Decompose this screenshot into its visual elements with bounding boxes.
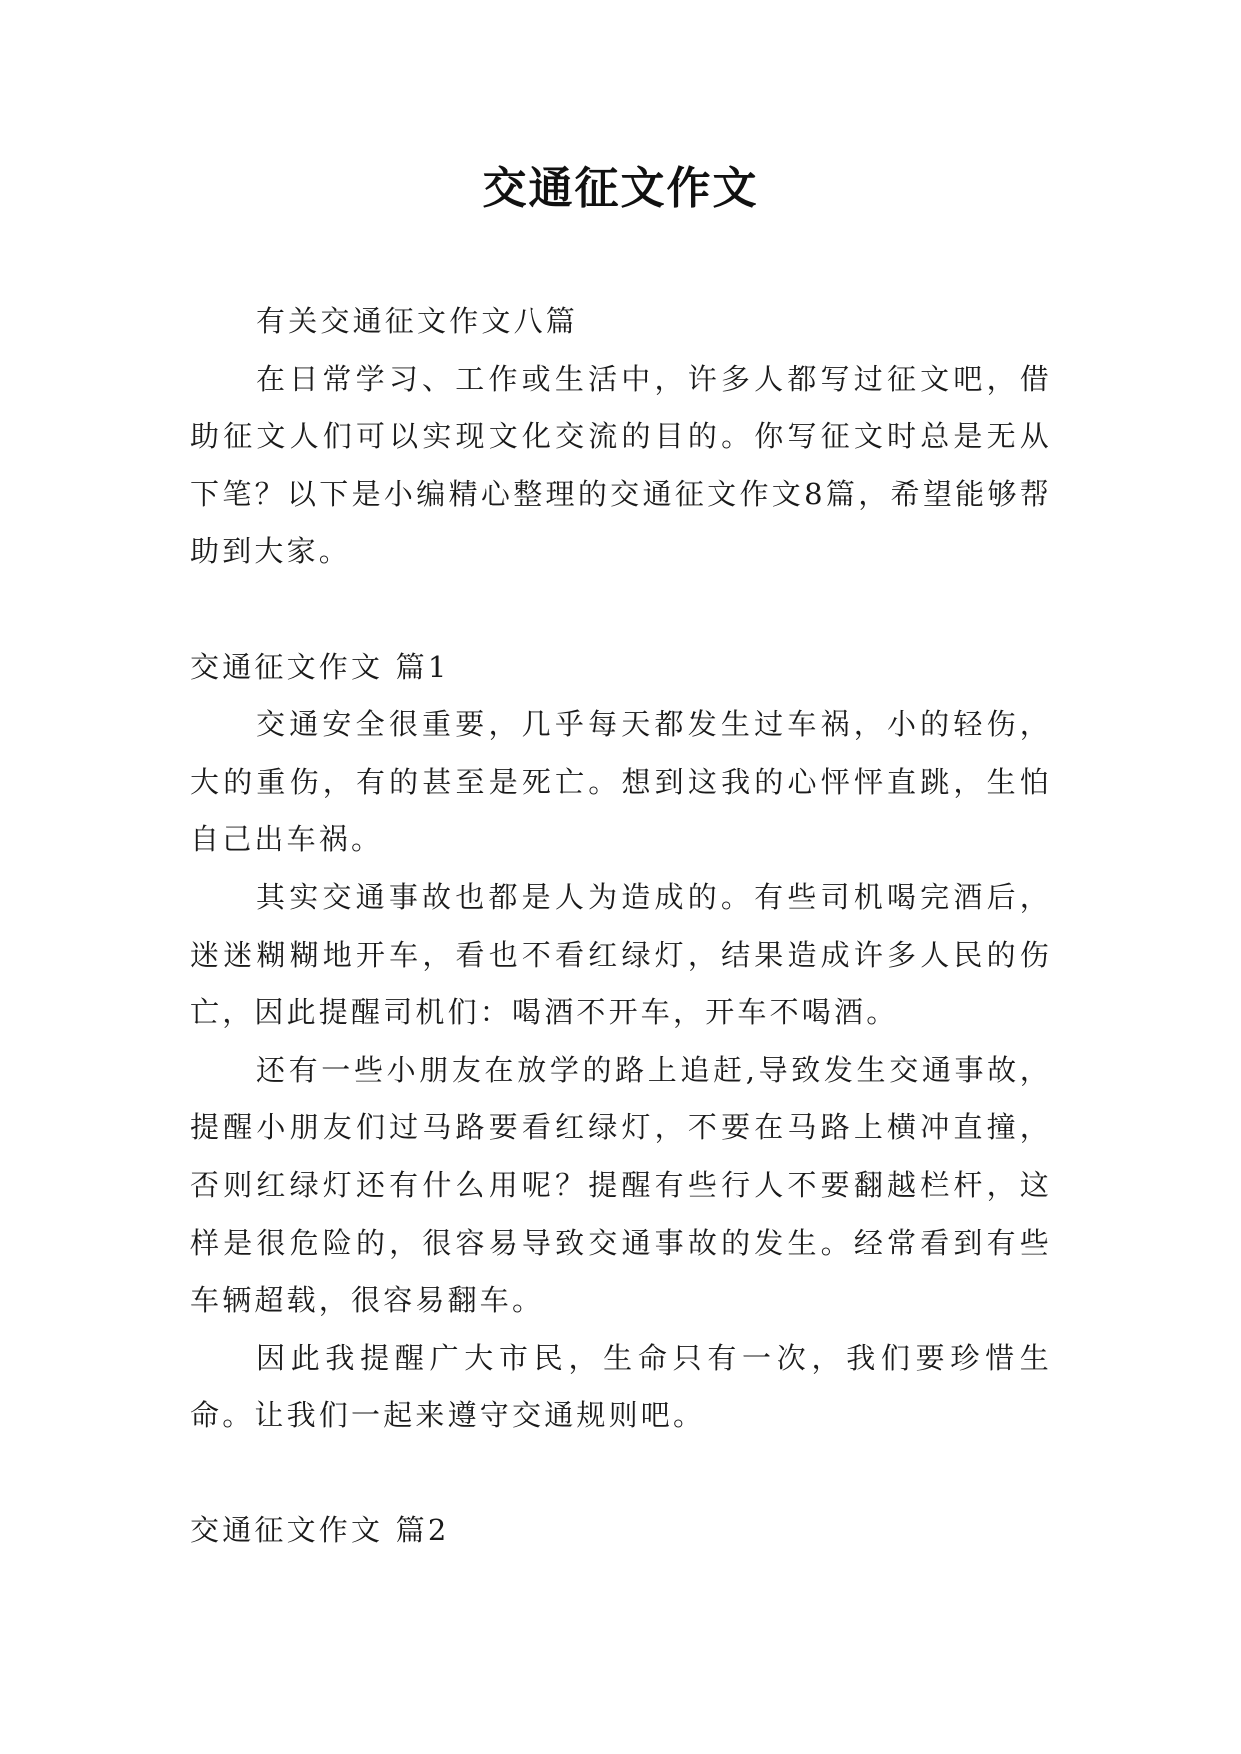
section-1-paragraph-3: 还有一些小朋友在放学的路上追赶,导致发生交通事故，提醒小朋友们过马路要看红绿灯，不要在马路上横冲直撞，否则红绿灯还有什么用呢？提醒有些行人不要翻越栏杆，这样是很危险的，很容易导致交通事故的发生。经常看到有些车辆超载，很容易翻车。	[190, 1052, 1052, 1318]
intro-paragraph: 在日常学习、工作或生活中，许多人都写过征文吧，借助征文人们可以实现文化交流的目的。你写征文时总是无从下笔？以下是小编精心整理的交通征文作文8篇，希望能够帮助到大家。	[190, 361, 1052, 569]
document-body	[190, 293, 1052, 1560]
section-1-paragraph-1: 交通安全很重要，几乎每天都发生过车祸，小的轻伤，大的重伤，有的甚至是死亡。想到这我的心怦怦直跳，生怕自己出车祸。	[190, 707, 1052, 857]
intro-subtitle: 有关交通征文作文八篇	[256, 304, 579, 338]
page-title: 交通征文作文	[482, 163, 759, 214]
section-heading-1: 交通征文作文 篇1	[190, 649, 450, 684]
section-heading-2: 交通征文作文 篇2	[190, 1513, 450, 1548]
section-1-paragraph-4: 因此我提醒广大市民，生命只有一次，我们要珍惜生命。让我们一起来遵守交通规则吧。	[190, 1340, 1052, 1433]
section-1-paragraph-2: 其实交通事故也都是人为造成的。有些司机喝完酒后，迷迷糊糊地开车，看也不看红绿灯，结果造成许多人民的伤亡，因此提醒司机们：喝酒不开车，开车不喝酒。	[190, 879, 1052, 1030]
